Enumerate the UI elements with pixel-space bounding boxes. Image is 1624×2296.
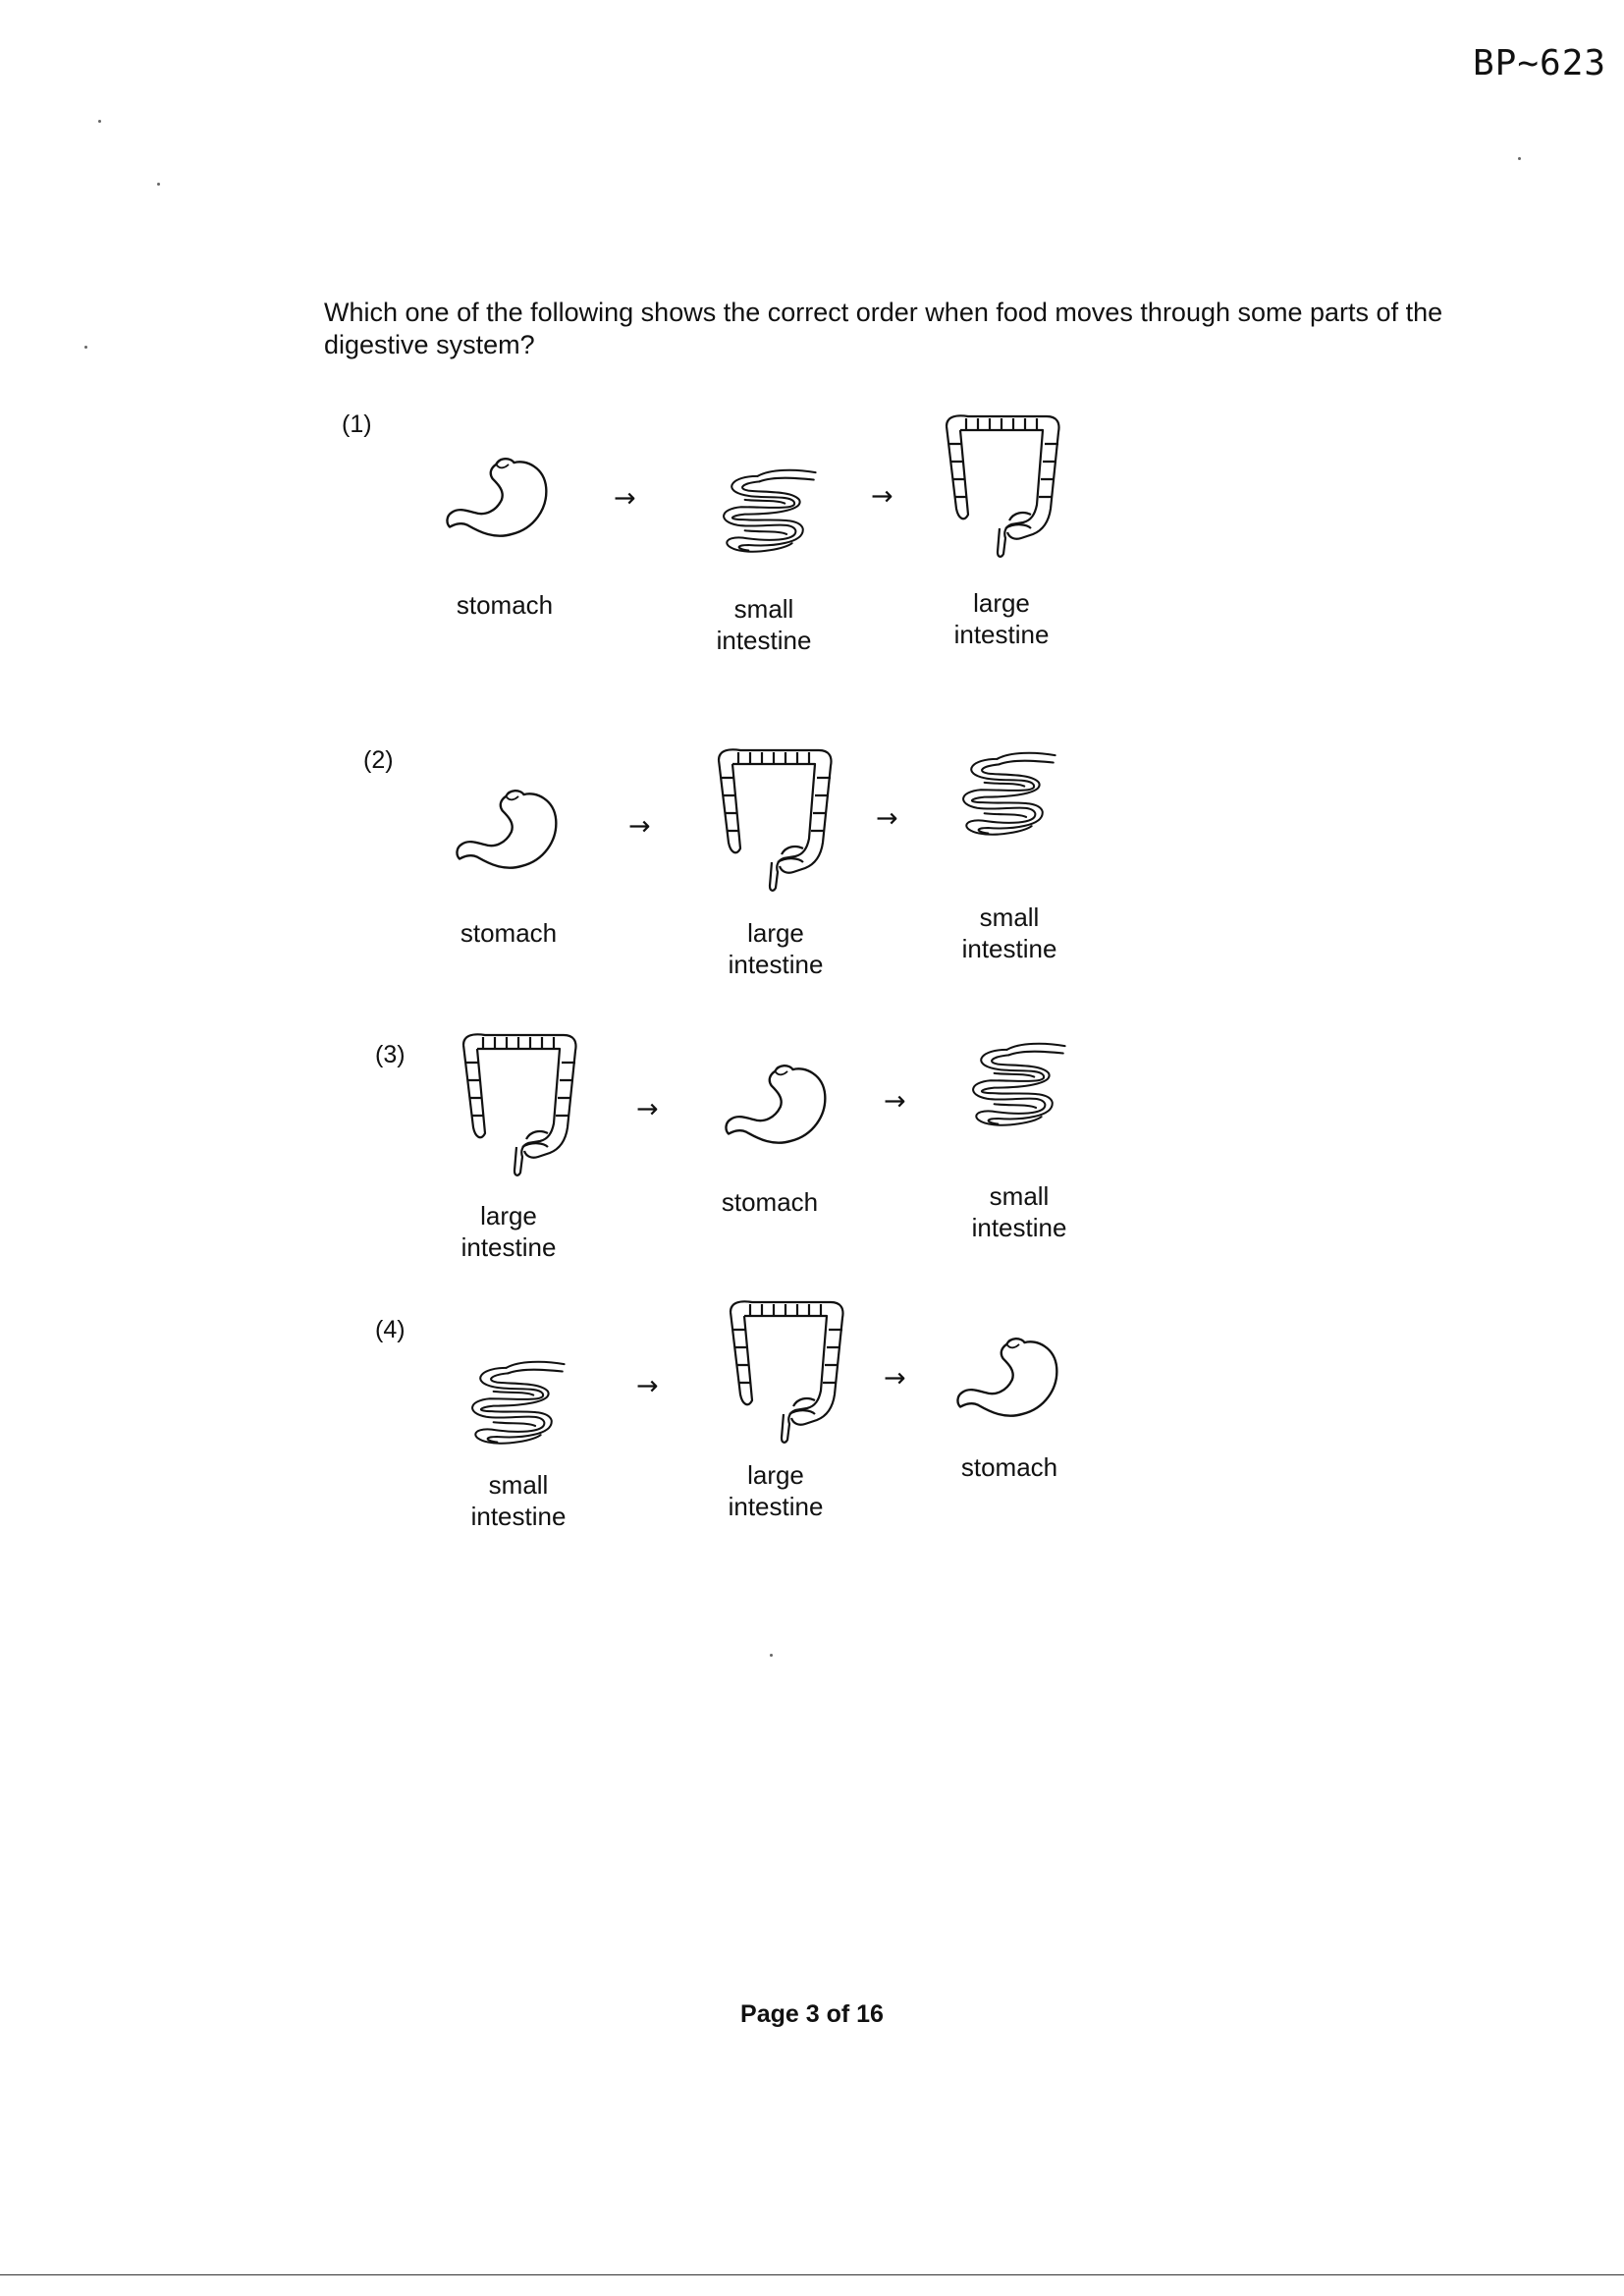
label-word-2: intestine [728, 1492, 824, 1521]
option-4-label-2 [687, 1459, 864, 1522]
label-word-1: large [973, 588, 1030, 618]
stomach-icon [450, 786, 568, 884]
label-word-1: small [488, 1470, 549, 1500]
option-2-label-3 [921, 902, 1098, 964]
stomach-icon [719, 1061, 837, 1159]
page-number: Page 3 of 16 [740, 2000, 884, 2028]
option-1-label-2 [676, 593, 852, 656]
large-intestine-icon [933, 410, 1068, 558]
label-word-2: intestine [716, 626, 812, 655]
large-intestine-icon [717, 1296, 852, 1444]
option-1-label-3 [913, 587, 1090, 650]
label-word-2: intestine [953, 620, 1050, 649]
label-word-2: intestine [728, 950, 824, 979]
arrow-icon: → [636, 1371, 659, 1401]
scan-speck [84, 346, 87, 349]
small-intestine-icon [454, 1351, 571, 1451]
option-4-label-1 [430, 1469, 607, 1532]
option-4-label-3: stomach [960, 1452, 1058, 1482]
small-intestine-icon [705, 460, 823, 560]
option-1-label-1: stomach [456, 590, 554, 620]
label-word-2: intestine [470, 1502, 567, 1531]
question-text: Which one of the following shows the correct order when food moves through some parts of the digestive system? [324, 298, 1443, 359]
document-code: BP~623 [1473, 43, 1607, 83]
scan-speck [770, 1654, 773, 1657]
arrow-icon: → [614, 483, 636, 514]
label-word-1: small [979, 902, 1040, 932]
label-word-2: intestine [460, 1232, 557, 1262]
large-intestine-icon [705, 744, 840, 892]
option-3-number[interactable]: (3) [375, 1041, 406, 1068]
arrow-icon: → [884, 1363, 906, 1394]
arrow-icon: → [628, 811, 651, 842]
small-intestine-icon [945, 742, 1062, 843]
large-intestine-icon [450, 1029, 585, 1176]
option-2-label-1: stomach [460, 918, 558, 948]
scan-speck [1518, 157, 1521, 160]
label-word-1: large [747, 918, 804, 948]
label-word-1: small [989, 1181, 1050, 1211]
option-3-label-1 [420, 1200, 597, 1263]
arrow-icon: → [884, 1086, 906, 1117]
label-word-1: large [480, 1201, 537, 1230]
option-2-label-2 [687, 917, 864, 980]
arrow-icon: → [636, 1094, 659, 1124]
option-3-label-2: stomach [721, 1187, 819, 1217]
arrow-icon: → [876, 803, 898, 834]
option-4-number[interactable]: (4) [375, 1316, 406, 1343]
scan-speck [157, 183, 160, 186]
scan-edge-line [0, 2274, 1624, 2275]
label-word-1: large [747, 1460, 804, 1490]
option-2-number[interactable]: (2) [363, 746, 394, 774]
label-word-2: intestine [961, 934, 1057, 963]
scan-speck [98, 120, 101, 123]
arrow-icon: → [871, 481, 893, 512]
small-intestine-icon [954, 1033, 1072, 1133]
option-3-label-3 [931, 1180, 1108, 1243]
label-word-1: small [733, 594, 794, 624]
option-1-number[interactable]: (1) [342, 410, 372, 438]
label-word-2: intestine [971, 1213, 1067, 1242]
stomach-icon [950, 1334, 1068, 1432]
stomach-icon [440, 454, 558, 552]
